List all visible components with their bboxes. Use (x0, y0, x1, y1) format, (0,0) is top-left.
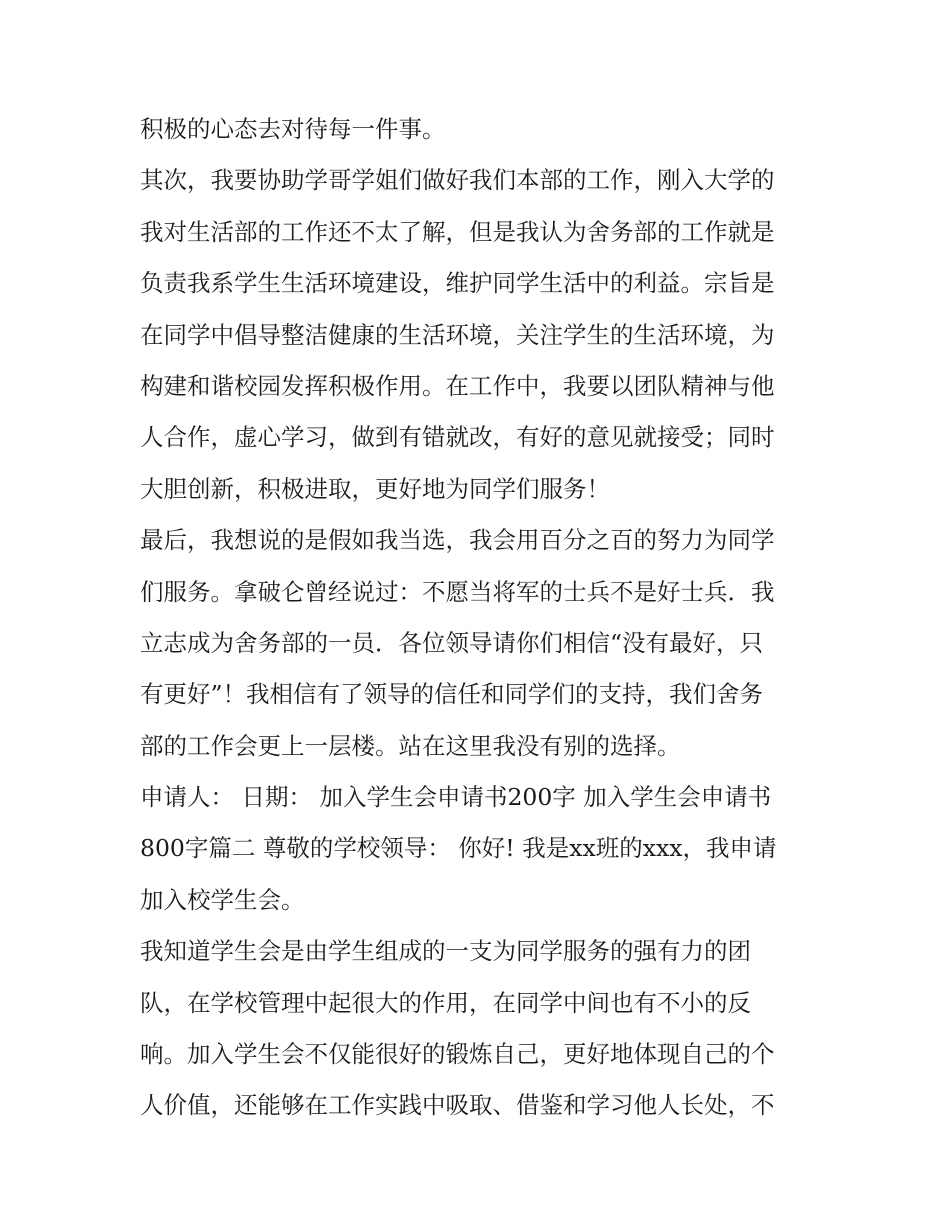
text-line: 有更好”！我相信有了领导的信任和同学们的支持，我们舍务 (140, 680, 764, 709)
text-line: 800字篇二 尊敬的学校领导： 你好! 我是xx班的xxx，我申请 (140, 834, 777, 863)
text-line: 申请人： 日期： 加入学生会申请书200字 加入学生会申请书 (140, 783, 772, 812)
text-line: 加入校学生会。 (140, 885, 305, 914)
text-line: 我知道学生会是由学生组成的一支为同学服务的强有力的团 (140, 937, 751, 966)
text-line: 其次，我要协助学哥学姐们做好我们本部的工作，刚入大学的 (140, 166, 775, 195)
text-line: 在同学中倡导整洁健康的生活环境，关注学生的生活环境，为 (140, 320, 775, 349)
text-line: 积极的心态去对待每一件事。 (140, 115, 446, 143)
text-line: 大胆创新，积极进取，更好地为同学们服务！ (140, 474, 610, 503)
text-line: 们服务。拿破仑曾经说过：不愿当将军的士兵不是好士兵．我 (140, 577, 775, 606)
text-line: 人合作，虚心学习，做到有错就改，有好的意见就接受；同时 (140, 423, 775, 452)
text-line: 我对生活部的工作还不太了解，但是我认为舍务部的工作就是 (140, 217, 775, 246)
text-line: 部的工作会更上一层楼。站在这里我没有别的选择。 (140, 731, 681, 760)
text-line: 人价值，还能够在工作实践中吸取、借鉴和学习他人长处，不 (140, 1091, 775, 1120)
text-line: 队，在学校管理中起很大的作用，在同学中间也有不小的反 (140, 988, 751, 1017)
text-line: 最后，我想说的是假如我当选，我会用百分之百的努力为同学 (140, 526, 775, 555)
text-line: 响。加入学生会不仅能很好的锻炼自己，更好地体现自己的个 (140, 1040, 775, 1069)
text-line: 立志成为舍务部的一员．各位领导请你们相信“没有最好，只 (140, 628, 764, 657)
document-body (140, 104, 830, 1132)
text-line: 负责我系学生生活环境建设，维护同学生活中的利益。宗旨是 (140, 269, 775, 298)
text-line: 构建和谐校园发挥积极作用。在工作中，我要以团队精神与他 (140, 371, 775, 400)
